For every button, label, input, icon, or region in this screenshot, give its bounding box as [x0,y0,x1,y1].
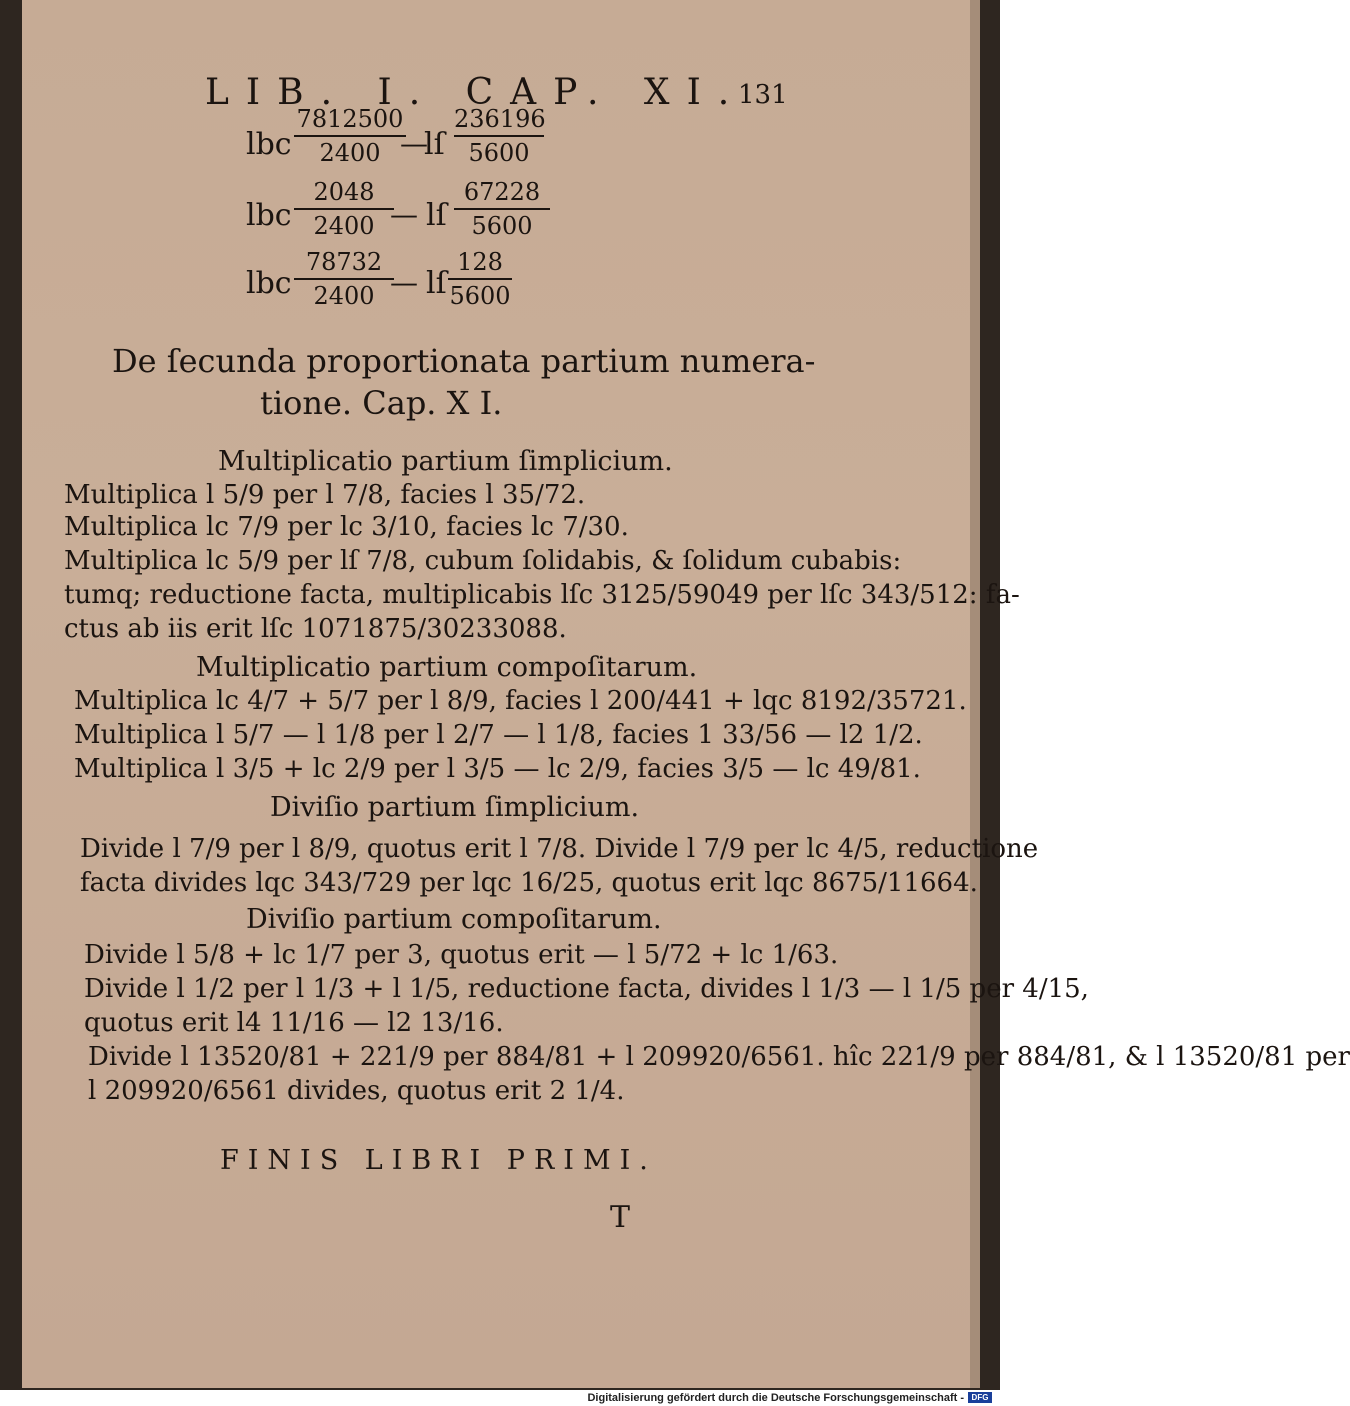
section-title-line-1: De ſecunda proportionata partium numera- [112,342,816,380]
fraction-right [454,178,550,240]
fraction-left [294,248,394,310]
denominator: 5600 [471,212,533,240]
text-line: Divide l 7/9 per l 8/9, quotus erit l 7/8. Divide l 7/9 per lc 4/5, reductione [80,834,1039,864]
subheading-mult-simple: Multiplicatio partium ſimplicium. [218,446,673,477]
text-line: ctus ab iis erit lſc 1071875/30233088. [64,614,567,644]
numerator: 67228 [463,178,541,206]
numerator: 128 [457,248,503,276]
minus-sign: — [390,266,418,299]
numerator: 2048 [313,178,375,206]
fraction-right [448,248,512,310]
numerator: 7812500 [296,105,404,133]
fraction-prefix: lſ [426,198,447,233]
denominator: 2400 [319,139,381,167]
subheading-mult-comp: Multiplicatio partium compoſitarum. [196,652,698,683]
footer-credit: Digitalisierung gefördert durch die Deutsche Forschungsgemeinschaft - [587,1392,964,1404]
running-head: LIB. I. CAP. XI. [205,72,747,113]
text-line: Divide l 5/8 + lc 1/7 per 3, quotus erit — l 5/72 + lc 1/63. [84,940,839,970]
section-title-line-2: tione. Cap. X I. [260,384,503,422]
fraction-prefix: lſ [426,266,447,301]
text-line: Multiplica l 5/9 per l 7/8, facies l 35/72. [64,480,586,510]
fraction-prefix: lbc [246,127,292,162]
signature-mark: T [610,1200,631,1235]
denominator: 2400 [313,212,375,240]
denominator: 5600 [449,282,511,310]
denominator: 2400 [313,282,375,310]
text-line: Multiplica lc 7/9 per lc 3/10, facies lc 7/30. [64,512,629,542]
fraction-prefix: lbc [246,198,292,233]
dfg-logo: DFG [968,1392,992,1403]
text-line: l 209920/6561 divides, quotus erit 2 1/4. [88,1076,625,1106]
fraction-right [454,105,544,167]
text-line: Divide l 13520/81 + 221/9 per 884/81 + l 209920/6561. hîc 221/9 per 884/81, & l 13520/81 per [88,1042,1350,1072]
text-line: Multiplica lc 4/7 + 5/7 per l 8/9, facies l 200/441 + lqc 8192/35721. [74,686,967,716]
fraction-left [294,105,406,167]
text-line: Multiplica lc 5/9 per lſ 7/8, cubum ſolidabis, & ſolidum cubabis: [64,546,902,576]
page-edge [970,0,980,1388]
text-line: quotus erit l4 11/16 — l2 13/16. [84,1008,504,1038]
fraction-prefix: lſ [424,127,445,162]
page-number: 131 [738,80,788,110]
numerator: 78732 [305,248,383,276]
minus-sign: — [390,198,418,231]
fraction-left [294,178,394,240]
fraction-prefix: lbc [246,266,292,301]
finis-line: FINIS LIBRI PRIMI. [220,1145,657,1176]
minus-sign: — [400,127,428,160]
text-line: Divide l 1/2 per l 1/3 + l 1/5, reductione facta, divides l 1/3 — l 1/5 per 4/15, [84,974,1089,1004]
subheading-div-simple: Diviſio partium ſimplicium. [270,792,640,823]
text-line: Multiplica l 3/5 + lc 2/9 per l 3/5 — lc 2/9, facies 3/5 — lc 49/81. [74,754,921,784]
numerator: 236196 [454,105,546,133]
text-line: facta divides lqc 343/729 per lqc 16/25, quotus erit lqc 8675/11664. [80,868,978,898]
text-line: tumq; reductione facta, multiplicabis lſc 3125/59049 per lſc 343/512: fa- [64,580,1020,610]
denominator: 5600 [468,139,530,167]
text-line: Multiplica l 5/7 — l 1/8 per l 2/7 — l 1/8, facies 1 33/56 — l2 1/2. [74,720,923,750]
subheading-div-comp: Diviſio partium compoſitarum. [246,904,662,935]
